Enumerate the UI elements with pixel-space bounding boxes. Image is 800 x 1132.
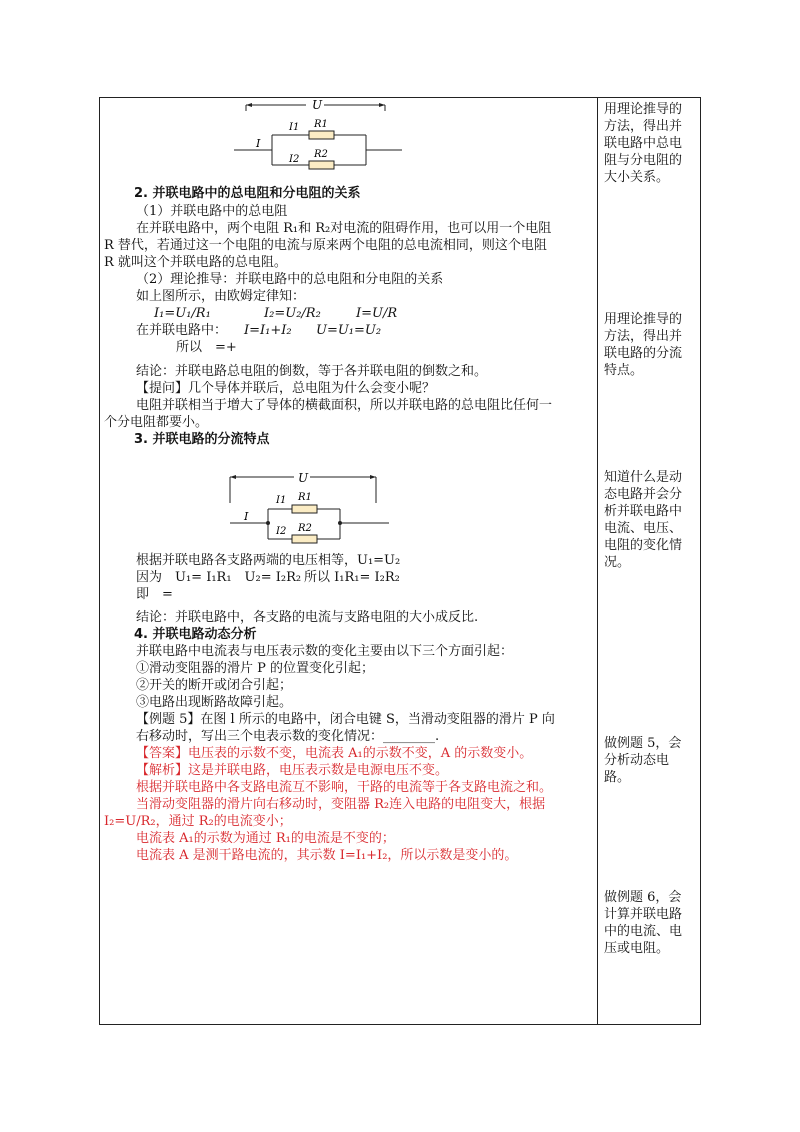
circuit1-u-label: U (312, 98, 323, 112)
s2-p2a: 在并联电路中，两个电阻 R₁和 R₂对电流的阻碍作用，也可以用一个电阻 (136, 221, 552, 236)
note-total-resistance: 用理论推导的 方法，得出并 联电路中总电 阻与分电阻的 大小关系。 (604, 102, 683, 185)
s2-eq1a: I₁=U₁/R₁ (154, 306, 211, 321)
s3-p2a: 因为 U₁= I₁R₁ U₂= I₂R₂ (136, 570, 302, 585)
s2-eq1c: I=U/R (356, 306, 398, 321)
resistor-r1 (292, 505, 317, 513)
resistor-r2 (309, 161, 334, 169)
circuit2-i1-label: I1 (276, 495, 287, 506)
s2-answer-2: 个分电阻都要小。 (104, 415, 209, 430)
note-current-division: 用理论推导的 方法，得出并 联电路的分流 特点。 (604, 312, 683, 378)
resistor-r2 (292, 535, 317, 543)
circuit1-i-label: I (256, 137, 261, 150)
circuit2-r1-label: R1 (298, 492, 312, 503)
explanation-line-6: 电流表 A 是测干路电流的，其示数 I=I₁+I₂，所以示数是变小的。 (136, 848, 518, 863)
s2-eq2a: 在并联电路中： (136, 323, 228, 338)
s2-p3: （2）理论推导：并联电路中的总电阻和分电阻的关系 (136, 272, 444, 287)
s2-p2b: R 替代，若通过这一个电阻的电流与原来两个电阻的总电流相同，则这个电阻 (104, 238, 547, 253)
s4-p1: 并联电路中电流表与电压表示数的变化主要由以下三个方面引起： (136, 644, 514, 659)
teaching-notes-column (604, 97, 698, 1025)
s3-conclusion: 结论：并联电路中，各支路的电流与支路电阻的大小成反比. (136, 610, 479, 625)
circuit1-r1-label: R1 (314, 119, 328, 130)
s4-list-1: ①滑动变阻器的滑片 P 的位置变化引起； (136, 661, 375, 676)
column-divider (597, 97, 598, 1025)
s2-eq3: 所以 =+ (176, 340, 237, 355)
section4-heading: 4. 并联电路动态分析 (134, 627, 257, 642)
s2-eq1b: I₂=U₂/R₂ (264, 306, 321, 321)
s2-conclusion: 结论：并联电路总电阻的倒数，等于各并联电阻的倒数之和。 (136, 364, 488, 379)
explanation-line-4: I₂=U/R₂，通过 R₂的电流变小； (104, 814, 292, 829)
example5-line-2: 右移动时，写出三个电表示数的变化情况：________. (136, 729, 440, 744)
s3-p2b: 所以 I₁R₁= I₂R₂ (304, 570, 400, 585)
parallel-circuit-diagram-2 (224, 467, 394, 553)
main-content-column (104, 97, 594, 1025)
s4-list-2: ②开关的断开或闭合引起； (136, 678, 293, 693)
s2-eq2b: I=I₁+I₂ (244, 323, 292, 338)
s2-question: 【提问】几个导体并联后，总电阻为什么会变小呢？ (136, 381, 436, 396)
s2-p2c: R 就叫这个并联电路的总电阻。 (104, 255, 287, 270)
example5-line-1: 【例题 5】在图 l 所示的电路中，闭合电键 S，当滑动变阻器的滑片 P 向 (136, 712, 555, 727)
circuit2-i-label: I (244, 510, 249, 523)
explanation-line-2: 根据并联电路中各支路电流互不影响，干路的电流等于各支路电流之和。 (136, 780, 553, 795)
s2-eq2c: U=U₁=U₂ (316, 323, 382, 338)
note-dynamic-circuit: 知道什么是动 态电路并会分 析并联电路中 电流、电压、 电阻的变化情 况。 (604, 470, 683, 570)
circuit1-i2-label: I2 (289, 154, 300, 165)
section2-heading: 2. 并联电路中的总电阻和分电阻的关系 (134, 186, 361, 201)
circuit1-r2-label: R2 (314, 149, 328, 160)
circuit2-u-label: U (298, 471, 309, 485)
note-example-5: 做例题 5，会 分析动态电 路。 (604, 736, 682, 785)
circuit1-i1-label: I1 (289, 122, 300, 133)
answer-line: 【答案】电压表的示数不变，电流表 A₁的示数不变，A 的示数变小。 (136, 746, 533, 761)
parallel-circuit-diagram-1 (234, 97, 409, 179)
resistor-r1 (309, 131, 334, 139)
explanation-line-3: 当滑动变阻器的滑片向右移动时，变阻器 R₂连入电路的电阻变大，根据 (136, 797, 546, 812)
s3-p1: 根据并联电路各支路两端的电压相等，U₁=U₂ (136, 553, 401, 568)
s3-p3: 即 = (136, 587, 173, 602)
s2-answer-1: 电阻并联相当于增大了导体的横截面积，所以并联电路的总电阻比任何一 (136, 398, 553, 413)
section3-heading: 3. 并联电路的分流特点 (134, 432, 270, 447)
note-example-6: 做例题 6，会 计算并联电路 中的电流、电 压或电阻。 (604, 890, 683, 956)
explanation-line-1: 【解析】这是并联电路，电压表示数是电源电压不变。 (136, 763, 449, 778)
s4-list-3: ③电路出现断路故障引起。 (136, 695, 293, 710)
explanation-line-5: 电流表 A₁的示数为通过 R₁的电流是不变的； (136, 831, 395, 846)
circuit2-r2-label: R2 (298, 523, 312, 534)
circuit2-i2-label: I2 (276, 526, 287, 537)
s2-p4: 如上图所示，由欧姆定律知： (136, 289, 306, 304)
s2-p1: （1）并联电路中的总电阻 (136, 204, 288, 219)
